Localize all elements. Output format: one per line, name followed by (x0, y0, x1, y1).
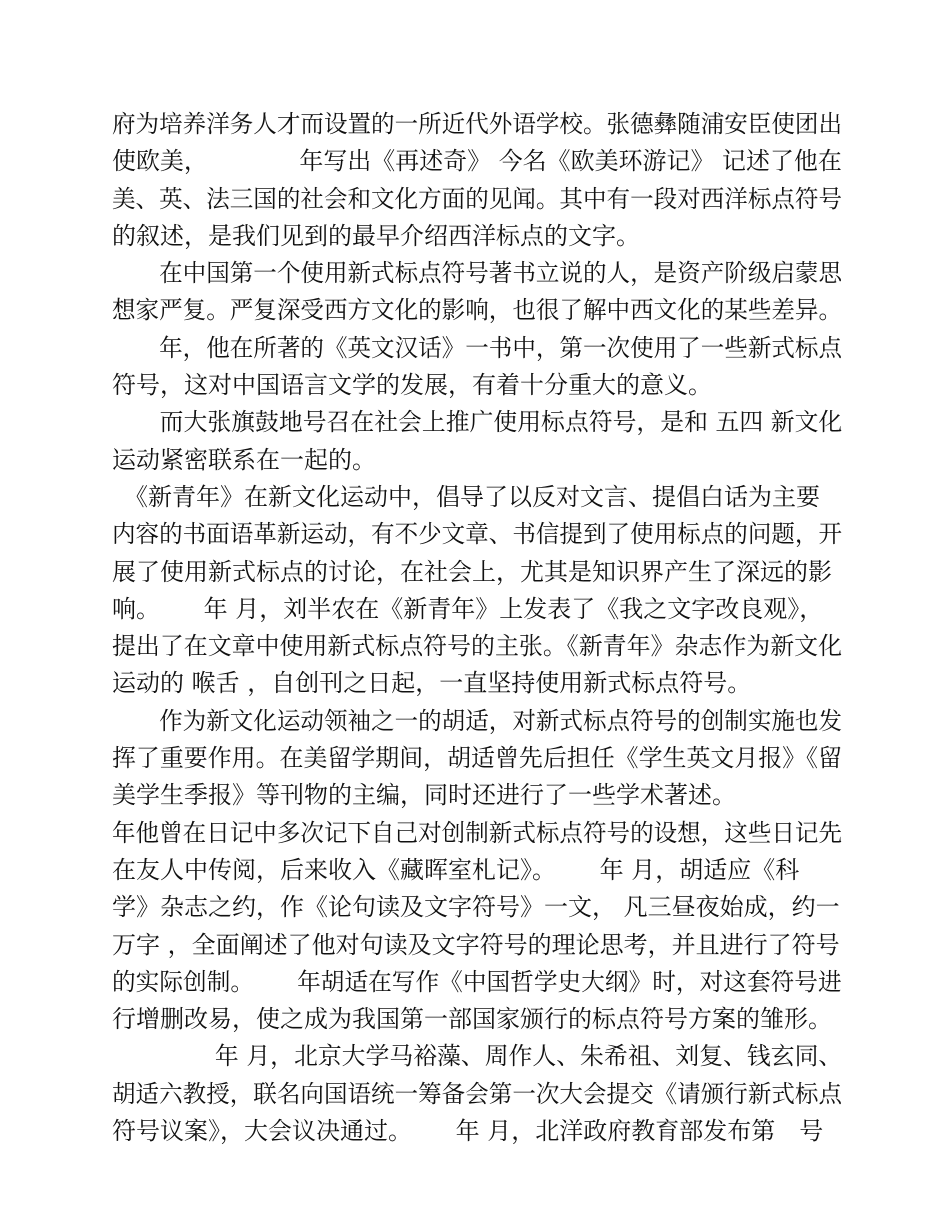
text-line: 想家严复。严复深受西方文化的影响，也很了解中西文化的某些差异。 (112, 296, 843, 325)
text-line: 响。 年 月，刘半农在《新青年》上发表了《我之文字改良观》， (112, 594, 824, 623)
text-line: 美、英、法三国的社会和文化方面的见闻。其中有一段对西洋标点符号 (112, 184, 843, 213)
text-line: 作为新文化运动领袖之一的胡适，对新式标点符号的创制实施也发 (112, 706, 843, 735)
text-line: 展了使用新式标点的讨论，在社会上，尤其是知识界产生了深远的影 (112, 557, 832, 586)
text-line: 而大张旗鼓地号召在社会上推广使用标点符号，是和 五四 新文化 (112, 408, 843, 437)
text-line: 美学生季报》等刊物的主编，同时还进行了一些学术著述。 (112, 781, 736, 810)
text-line: 府为培养洋务人才而设置的一所近代外语学校。张德彝随浦安臣使团出 (112, 110, 843, 138)
text-line: 行增删改易，使之成为我国第一部国家颁行的标点符号方案的雏形。 (112, 1005, 832, 1034)
text-line: 符号，这对中国语言文学的发展，有着十分重大的意义。 (112, 371, 712, 400)
text-line: 在中国第一个使用新式标点符号著书立说的人，是资产阶级启蒙思 (112, 259, 843, 288)
text-line: 提出了在文章中使用新式标点符号的主张。《新青年》杂志作为新文化 (112, 632, 843, 661)
text-line: 年他曾在日记中多次记下自己对创制新式标点符号的设想，这些日记先 (112, 818, 843, 847)
text-line: 运动紧密联系在一起的。 (112, 445, 376, 474)
text-line: 的叙述，是我们见到的最早介绍西洋标点的文字。 (112, 221, 640, 250)
text-line: 运动的 喉舌 ，自创刊之日起，一直坚持使用新式标点符号。 (112, 669, 752, 698)
text-line: 内容的书面语革新运动，有不少文章、书信提到了使用标点的问题，开 (112, 520, 843, 549)
text-line: 《新青年》在新文化运动中，倡导了以反对文言、提倡白话为主要 (112, 482, 820, 511)
text-line: 的实际创制。 年胡适在写作《中国哲学史大纲》时，对这套符号进 (112, 967, 842, 996)
text-line: 年，他在所著的《英文汉话》一书中，第一次使用了一些新式标点 (112, 333, 843, 362)
text-line: 使欧美， 年写出《再述奇》 今名《欧美环游记》 记述了他在 (112, 147, 842, 176)
text-line: 学》杂志之约，作《论句读及文字符号》一文， 凡三昼夜始成，约一 (112, 893, 840, 922)
text-line: 挥了重要作用。在美留学期间，胡适曾先后担任《学生英文月报》《留 (112, 744, 843, 773)
text-line: 胡适六教授，联名向国语统一筹备会第一次大会提交《请颁行新式标点 (112, 1079, 843, 1108)
text-line: 符号议案》，大会议决通过。 年 月，北洋政府教育部发布第 号 (112, 1117, 824, 1146)
body-text (112, 106, 842, 1150)
text-line: 年 月，北京大学马裕藻、周作人、朱希祖、刘复、钱玄同、 (112, 1042, 843, 1071)
text-line: 万字 ，全面阐述了他对句读及文字符号的理论思考，并且进行了符号 (112, 930, 840, 959)
text-line: 在友人中传阅，后来收入《藏晖室札记》。 年 月，胡适应《科 (112, 855, 800, 884)
